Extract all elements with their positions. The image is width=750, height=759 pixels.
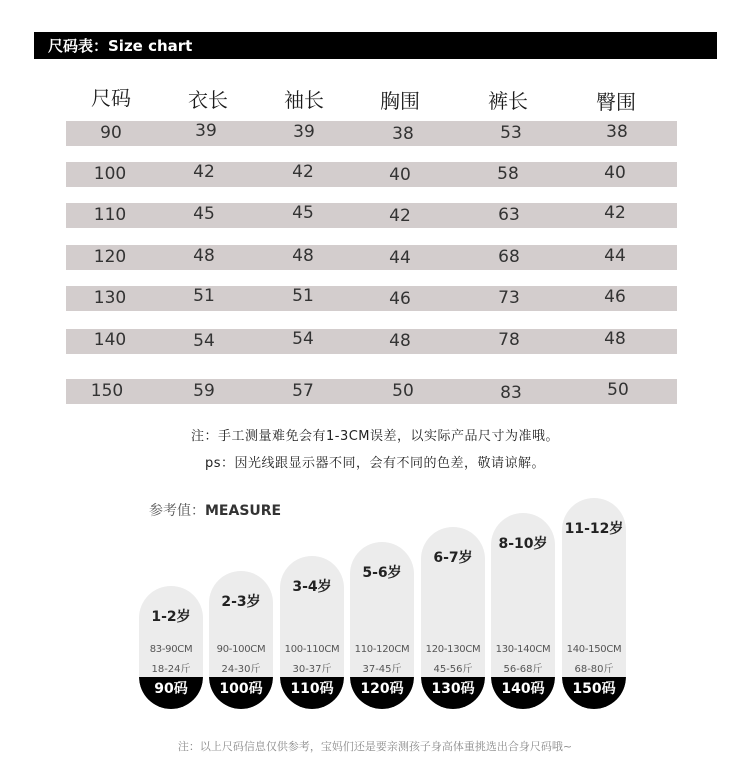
- height-range: 100-110CM: [284, 644, 340, 655]
- size-badge: 130码: [421, 677, 485, 709]
- table-cell: 150: [90, 381, 124, 401]
- size-card-100: [209, 571, 273, 709]
- weight-range: 18-24斤: [151, 664, 191, 675]
- table-cell: 48: [193, 246, 215, 266]
- weight-range: 68-80斤: [574, 664, 614, 675]
- table-cell: 42: [292, 162, 314, 182]
- age-range: 3-4岁: [292, 579, 332, 595]
- age-range: 1-2岁: [151, 609, 191, 625]
- color-difference-note: ps：因光线跟显示器不同，会有不同的色差，敬请谅解。: [204, 456, 546, 471]
- table-cell: 110: [93, 205, 127, 225]
- age-range: 11-12岁: [564, 521, 624, 537]
- table-cell: 48: [604, 329, 626, 349]
- table-cell: 58: [497, 164, 519, 184]
- table-cell: 39: [195, 121, 217, 141]
- column-header-pants-length: 裤长: [488, 89, 528, 113]
- table-row: [66, 329, 677, 354]
- table-cell: 46: [389, 289, 411, 309]
- table-cell: 48: [389, 331, 411, 351]
- table-cell: 42: [389, 206, 411, 226]
- table-cell: 140: [93, 330, 127, 350]
- table-cell: 54: [292, 329, 314, 349]
- table-row: [66, 379, 677, 404]
- table-cell: 38: [392, 124, 414, 144]
- table-cell: 100: [93, 164, 127, 184]
- table-row: [66, 121, 677, 146]
- measure-heading: [149, 500, 281, 520]
- table-cell: 68: [498, 247, 520, 267]
- table-cell: 42: [193, 162, 215, 182]
- column-header-sleeve: 袖长: [284, 88, 324, 112]
- age-range: 5-6岁: [362, 565, 402, 581]
- table-cell: 51: [292, 286, 314, 306]
- table-header-row: [66, 78, 677, 114]
- column-header-size: 尺码: [91, 86, 131, 110]
- table-cell: 38: [606, 122, 628, 142]
- table-row: [66, 286, 677, 311]
- footer-note: 注：以上尺码信息仅供参考，宝妈们还是要亲测孩子身高体重挑选出合身尺码哦~: [177, 740, 573, 753]
- size-card-130: [421, 527, 485, 709]
- age-range: 6-7岁: [433, 550, 473, 566]
- height-range: 90-100CM: [216, 644, 266, 655]
- table-row: [66, 162, 677, 187]
- table-cell: 44: [389, 248, 411, 268]
- size-card-140: [491, 513, 555, 709]
- measurement-error-note: 注：手工测量难免会有1-3CM误差，以实际产品尺寸为准哦。: [190, 429, 560, 444]
- column-header-chest: 胸围: [380, 89, 420, 113]
- table-cell: 40: [389, 165, 411, 185]
- height-range: 140-150CM: [566, 644, 622, 655]
- table-cell: 45: [193, 204, 215, 224]
- weight-range: 56-68斤: [503, 664, 543, 675]
- size-badge: 120码: [350, 677, 414, 709]
- table-cell: 39: [293, 122, 315, 142]
- table-cell: 73: [498, 288, 520, 308]
- table-cell: 51: [193, 286, 215, 306]
- size-card-110: [280, 556, 344, 709]
- size-badge: 110码: [280, 677, 344, 709]
- table-cell: 54: [193, 331, 215, 351]
- weight-range: 37-45斤: [362, 664, 402, 675]
- size-badge: 140码: [491, 677, 555, 709]
- table-cell: 53: [500, 123, 522, 143]
- column-header-hip: 臀围: [596, 90, 636, 114]
- height-range: 83-90CM: [149, 644, 193, 655]
- table-cell: 78: [498, 330, 520, 350]
- size-chart-header: [34, 32, 717, 59]
- size-badge: 100码: [209, 677, 273, 709]
- table-cell: 83: [500, 383, 522, 403]
- table-cell: 57: [292, 381, 314, 401]
- height-range: 120-130CM: [425, 644, 481, 655]
- measure-heading-prefix: 参考值：: [149, 503, 205, 519]
- table-cell: 120: [93, 247, 127, 267]
- size-card-150: [562, 498, 626, 709]
- column-header-length: 衣长: [188, 88, 228, 112]
- table-cell: 46: [604, 287, 626, 307]
- height-range: 110-120CM: [354, 644, 410, 655]
- size-chart-title: 尺码表：Size chart: [48, 37, 193, 55]
- weight-range: 30-37斤: [292, 664, 332, 675]
- table-cell: 63: [498, 205, 520, 225]
- table-cell: 50: [392, 381, 414, 401]
- weight-range: 24-30斤: [221, 664, 261, 675]
- table-row: [66, 203, 677, 228]
- measure-heading-main: MEASURE: [205, 503, 282, 519]
- table-cell: 42: [604, 203, 626, 223]
- weight-range: 45-56斤: [433, 664, 473, 675]
- table-cell: 48: [292, 246, 314, 266]
- size-badge: 90码: [139, 677, 203, 709]
- table-cell: 40: [604, 163, 626, 183]
- size-card-90: [139, 586, 203, 709]
- table-cell: 50: [607, 380, 629, 400]
- table-cell: 59: [193, 381, 215, 401]
- table-row: [66, 245, 677, 270]
- table-cell: 90: [100, 123, 122, 143]
- height-range: 130-140CM: [495, 644, 551, 655]
- age-range: 2-3岁: [221, 594, 261, 610]
- age-range: 8-10岁: [498, 536, 548, 552]
- table-cell: 45: [292, 203, 314, 223]
- table-cell: 44: [604, 246, 626, 266]
- size-card-120: [350, 542, 414, 709]
- size-badge: 150码: [562, 677, 626, 709]
- table-cell: 130: [93, 288, 127, 308]
